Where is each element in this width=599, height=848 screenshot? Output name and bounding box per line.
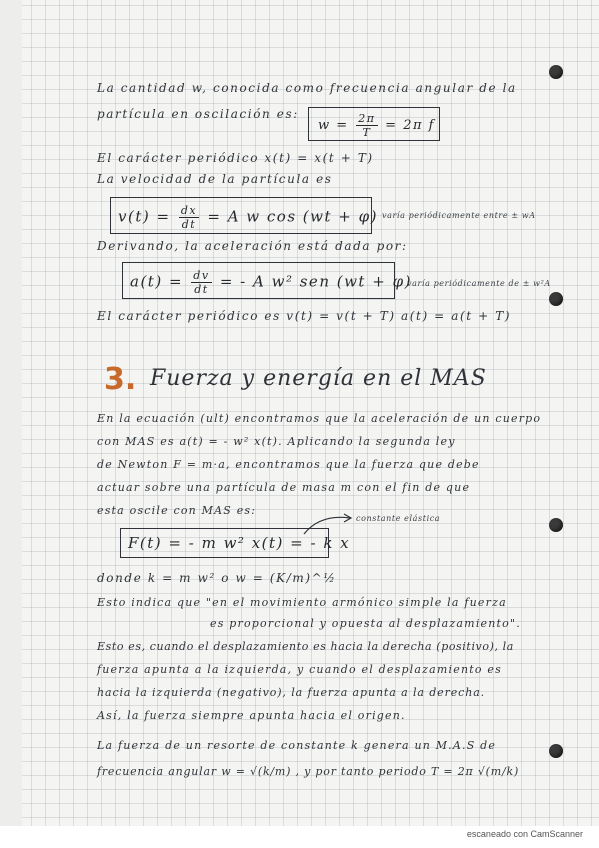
formula-rhs: = A w cos (wt + φ) xyxy=(207,207,378,226)
velocity-formula xyxy=(118,205,378,230)
text-line: Así, la fuerza siempre apunta hacia el origen. xyxy=(97,709,406,722)
force-note: constante elástica xyxy=(356,514,441,523)
text-line: La cantidad w, conocida como frecuencia angular de la xyxy=(97,81,517,95)
text-line: En la ecuación (ult) encontramos que la aceleración de un cuerpo xyxy=(97,412,542,425)
acceleration-formula xyxy=(130,270,412,295)
text-line: con MAS es a(t) = - w² x(t). Aplicando la segunda ley xyxy=(97,435,456,448)
text-line: Esto indica que "en el movimiento armónico simple la fuerza xyxy=(97,596,507,609)
text-line: Esto es, cuando el desplazamiento es hacia la derecha (positivo), la xyxy=(97,640,514,653)
fraction-numerator: 2π xyxy=(358,112,376,125)
text-line: esta oscile con MAS es: xyxy=(97,504,257,517)
binder-hole xyxy=(549,744,563,758)
binder-hole xyxy=(549,292,563,306)
text-line: es proporcional y opuesta al desplazamiento". xyxy=(210,617,521,630)
fraction-numerator: dx xyxy=(180,204,198,217)
binder-hole xyxy=(549,518,563,532)
text-line: actuar sobre una partícula de masa m con el fin de que xyxy=(97,481,471,494)
formula-lhs: a(t) = xyxy=(130,272,184,291)
force-formula: F(t) = - m w² x(t) = - k x xyxy=(128,534,351,552)
formula-rhs: = 2π f xyxy=(385,118,435,133)
fraction-numerator: dv xyxy=(193,269,210,282)
fraction-denominator: T xyxy=(362,126,372,139)
text-line: La fuerza de un resorte de constante k genera un M.A.S de xyxy=(97,739,497,752)
formula-rhs: = - A w² sen (wt + φ) xyxy=(219,272,412,291)
formula-lhs: v(t) = xyxy=(118,207,171,226)
text-line: La velocidad de la partícula es xyxy=(97,172,333,186)
section-number: 3. xyxy=(104,362,137,397)
section-title: Fuerza y energía en el MAS xyxy=(150,366,487,391)
page-margin xyxy=(0,0,22,826)
scanner-watermark: escaneado con CamScanner xyxy=(466,829,583,839)
text-line: fuerza apunta a la izquierda, y cuando el desplazamiento es xyxy=(97,663,502,676)
velocity-note: varía periódicamente entre ± wA xyxy=(382,211,536,220)
text-line: hacia la izquierda (negativo), la fuerza apunta a la derecha. xyxy=(97,686,486,699)
acceleration-note: varía periódicamente de ± w²A xyxy=(407,279,551,288)
text-line: partícula en oscilación es: xyxy=(97,107,299,121)
binder-hole xyxy=(549,65,563,79)
angular-frequency-formula xyxy=(318,113,435,138)
text-line: frecuencia angular w = √(k/m) , y por tanto periodo T = 2π √(m/k) xyxy=(97,765,520,778)
text-line: Derivando, la aceleración está dada por: xyxy=(97,239,408,253)
arrow-icon xyxy=(300,508,360,538)
fraction-denominator: dt xyxy=(181,218,197,231)
formula-lhs: w = xyxy=(318,118,349,133)
text-line: El carácter periódico es v(t) = v(t + T) a(t) = a(t + T) xyxy=(97,309,512,323)
text-line: donde k = m w² o w = (K/m)^½ xyxy=(97,571,337,585)
text-line: de Newton F = m·a, encontramos que la fuerza que debe xyxy=(97,458,480,471)
fraction-denominator: dt xyxy=(194,283,209,296)
fraction xyxy=(356,113,377,138)
fraction xyxy=(191,270,211,295)
fraction xyxy=(179,205,199,230)
text-line: El carácter periódico x(t) = x(t + T) xyxy=(97,151,374,165)
